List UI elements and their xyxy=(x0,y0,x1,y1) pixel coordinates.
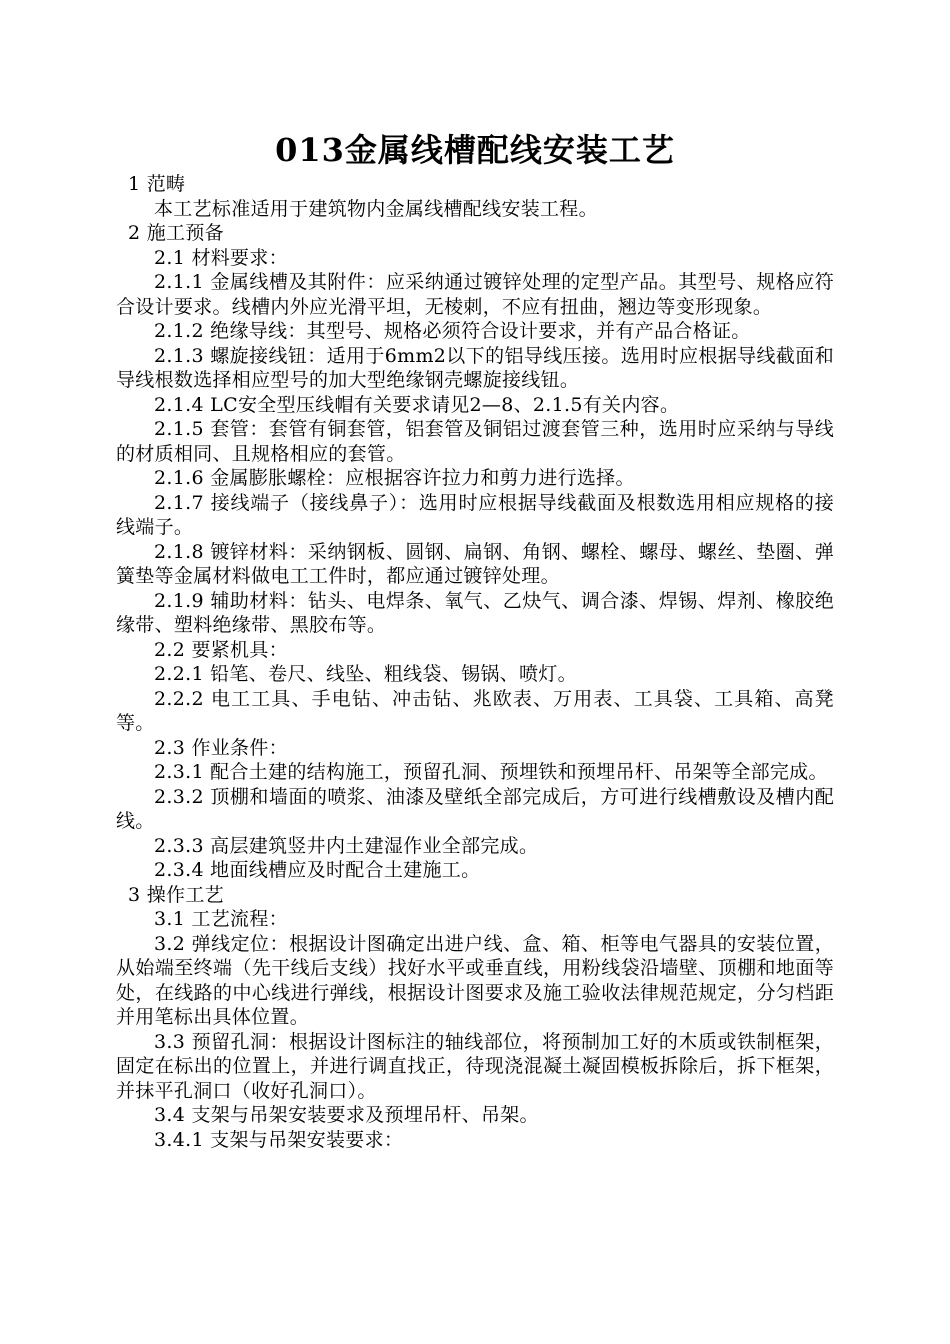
paragraph: 2.3.3 高层建筑竖井内土建湿作业全部完成。 xyxy=(154,834,539,857)
paragraph: 2.2.1 铅笔、卷尺、线坠、粗线袋、锡锅、喷灯。 xyxy=(154,663,577,685)
paragraph: 3.3 预留孔洞：根据设计图标注的轴线部位，将预制加工好的木质或铁制框架，固定在标出的位置上，并进行调直找正，待现浇混凝土凝固模板拆除后，拆下框架，并抹平孔洞口（收好孔洞口）。 xyxy=(116,1030,834,1102)
paragraph: 2.1.7 接线端子（接线鼻子）：选用时应根据导线截面及根数选用相应规格的接线端子。 xyxy=(116,491,834,538)
paragraph: 2.1.3 螺旋接线钮：适用于6mm2以下的铝导线压接。选用时应根据导线截面和导线根数选择相应型号的加大型绝缘钢壳螺旋接线钮。 xyxy=(116,344,834,391)
paragraph: 2.1.6 金属膨胀螺栓：应根据容许拉力和剪力进行选择。 xyxy=(154,467,635,489)
paragraph: 2.1 材料要求： xyxy=(154,246,288,269)
paragraph: 2.3.1 配合土建的结构施工，预留孔洞、预埋铁和预埋吊杆、吊架等全部完成。 xyxy=(154,761,828,783)
paragraph: 2.3.2 顶棚和墙面的喷浆、油漆及壁纸全部完成后，方可进行线槽敷设及槽内配线。 xyxy=(116,785,834,832)
paragraph: 3.2 弹线定位：根据设计图确定出进户线、盒、箱、柜等电气器具的安装位置，从始端至终端（先干线后支线）找好水平或垂直线，用粉线袋沿墙壁、顶棚和地面等处，在线路的中心线进行弹线，根据设计图要求及施工验收法律规范规定，分匀档距并用笔标出具体位置。 xyxy=(116,932,834,1028)
paragraph: 2.1.1 金属线槽及其附件：应采纳通过镀锌处理的定型产品。其型号、规格应符合设计要求。线槽内外应光滑平坦，无棱刺，不应有扭曲，翘边等变形现象。 xyxy=(116,271,834,318)
paragraph: 2.2 要紧机具： xyxy=(154,638,288,661)
paragraph: 3.1 工艺流程： xyxy=(154,908,288,930)
paragraph: 2.1.2 绝缘导线：其型号、规格必须符合设计要求，并有产品合格证。 xyxy=(154,320,751,342)
paragraph: 3.4 支架与吊架安装要求及预埋吊杆、吊架。 xyxy=(154,1104,539,1126)
paragraph: 2.3 作业条件： xyxy=(154,736,288,759)
section-heading: 3 操作工艺 xyxy=(128,883,224,906)
paragraph: 2.1.5 套管：套管有铜套管，铝套管及铜铝过渡套管三种，选用时应采纳与导线的材质相同、且规格相应的套管。 xyxy=(116,418,834,465)
document-title: 013金属线槽配线安装工艺 xyxy=(275,131,675,169)
paragraph: 3.4.1 支架与吊架安装要求： xyxy=(154,1128,404,1151)
paragraph: 2.1.8 镀锌材料：采纳钢板、圆钢、扁钢、角钢、螺栓、螺母、螺丝、垫圈、弹簧垫等金属材料做电工工件时，都应通过镀锌处理。 xyxy=(116,540,834,587)
paragraph: 本工艺标准适用于建筑物内金属线槽配线安装工程。 xyxy=(154,197,598,220)
paragraph: 2.1.4 LC安全型压线帽有关要求请见2—8、2.1.5有关内容。 xyxy=(154,393,680,416)
document-body xyxy=(116,172,834,1152)
paragraph: 2.2.2 电工工具、手电钻、冲击钻、兆欧表、万用表、工具袋、工具箱、高凳等。 xyxy=(116,687,834,734)
section-heading: 1 范畴 xyxy=(128,173,186,195)
section-heading: 2 施工预备 xyxy=(128,222,224,244)
paragraph: 2.1.9 辅助材料：钻头、电焊条、氧气、乙炔气、调合漆、焊锡、焊剂、橡胶绝缘带、塑料绝缘带、黑胶布等。 xyxy=(116,589,834,636)
paragraph: 2.3.4 地面线槽应及时配合土建施工。 xyxy=(154,859,481,881)
